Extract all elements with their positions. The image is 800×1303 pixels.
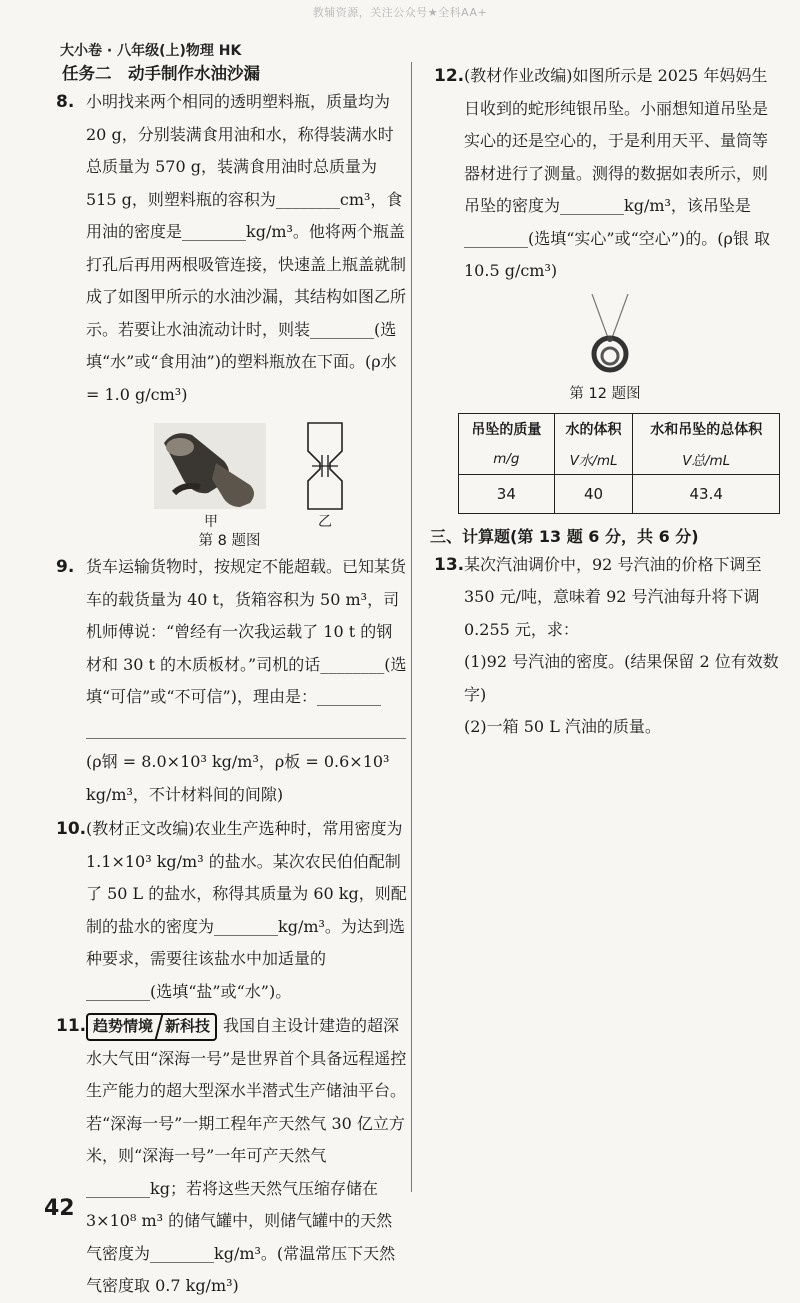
question-text: 小明找来两个相同的透明塑料瓶，质量均为 20 g，分别装满食用油和水，称得装满水时总质量为 570 g，装满食用油时总质量为 515 g，则塑料瓶的容积为________cm³，食用油的密度是________kg/m³。他将两个瓶盖打孔后再用两根吸管连接，快速盖上瓶盖就制成了如图甲所示的水油沙漏，其结构如图乙所示。若要让水油流动计时，则装________(选填“水”或“食用油”)的塑料瓶放在下面。(ρ水 = 1.0 g/cm³) xyxy=(86,92,407,404)
question-number: 11. xyxy=(56,1016,87,1036)
table-header-cell: 水的体积 xyxy=(554,413,633,444)
figure-caption: 第 8 题图 xyxy=(198,533,261,549)
question-text: 我国自主设计建造的超深水大气田“深海一号”是世界首个具备远程遥控生产能力的超大型深水半潜式生产储油平台。若“深海一号”一期工程年产天然气 30 亿立方米，则“深海一号”一年可产天然气________kg；若将这些天然气压缩存储在 3×10⁸ m³ 的储气罐中，则储气罐中的天然气密度为________kg/m³。(常温常压下天然气密度取 0.7 kg/m³) xyxy=(86,1016,407,1295)
page-header: 大小卷 · 八年级(上)物理 HK xyxy=(60,43,242,59)
question-number: 13. xyxy=(434,554,465,575)
column-divider xyxy=(411,62,412,1192)
question-text: (教材作业改编)如图所示是 2025 年妈妈生日收到的蛇形纯银吊坠。小丽想知道吊坠是实心的还是空心的，于是利用天平、量筒等器材进行了测量。测得的数据如表所示，则吊坠的密度为________kg/m³，该吊坠是________(选填“实心”或“空心”)的。(ρ银 取 10.5 g/cm³) xyxy=(464,66,770,280)
table-row xyxy=(459,474,780,513)
figure-caption: 第 12 题图 xyxy=(569,385,641,402)
task-title: 任务二 动手制作水油沙漏 xyxy=(62,64,260,83)
page-number: 42 xyxy=(44,1196,75,1221)
question-number: 8. xyxy=(56,92,75,112)
question-9 xyxy=(52,551,407,811)
question-number: 10. xyxy=(56,819,87,839)
question-13 xyxy=(430,549,780,744)
left-column xyxy=(52,58,407,1303)
question-body xyxy=(86,1010,407,1303)
figure-8 xyxy=(52,419,407,549)
figure-label-b: 乙 xyxy=(318,514,332,530)
bottle-photo-icon xyxy=(154,423,266,509)
question-part-1: (1)92 号汽油的密度。(结果保留 2 位有效数字) xyxy=(464,652,779,704)
table-header-cell: 水和吊坠的总体积 xyxy=(633,413,780,444)
tag-trend: 趋势情境 xyxy=(93,1017,154,1036)
question-text: (教材正文改编)农业生产选种时，常用密度为 1.1×10³ kg/m³ 的盐水。某次农民伯伯配制了 50 L 的盐水，称得其质量为 60 kg，则配制的盐水的密度为________kg/m³。为达到选种要求，需要往该盐水中加适量的________(选填“盐”或“水”)。 xyxy=(86,819,407,1001)
right-column xyxy=(430,58,780,744)
question-part-2: (2)一箱 50 L 汽油的质量。 xyxy=(464,717,661,736)
table-unit-cell: V水/mL xyxy=(554,444,633,475)
question-12 xyxy=(430,60,780,288)
question-text: 货车运输货物时，按规定不能超载。已知某货车的载货量为 40 t，货箱容积为 50 m³，司机师傅说：“曾经有一次我运载了 10 t 的钢材和 30 t 的木质板材。”司机的话________(选填“可信”或“不可信”)，理由是：________ xyxy=(86,557,407,706)
question-8 xyxy=(52,86,407,411)
question-10 xyxy=(52,813,407,1008)
table-cell: 40 xyxy=(554,474,633,513)
answer-line: ________________________________________ xyxy=(86,719,406,739)
hourglass-diagram-icon xyxy=(300,421,350,511)
figure-12 xyxy=(430,294,780,409)
tag-tech: 新科技 xyxy=(165,1017,211,1036)
table-unit-cell: m/g xyxy=(459,444,555,475)
question-note: (ρ钢 = 8.0×10³ kg/m³，ρ板 = 0.6×10³ kg/m³，不计材料间的间隙) xyxy=(86,752,390,804)
table-cell: 43.4 xyxy=(633,474,780,513)
topic-tag xyxy=(86,1013,217,1041)
question-number: 9. xyxy=(56,557,75,577)
table-unit-cell: V总/mL xyxy=(633,444,780,475)
measurement-table xyxy=(458,413,780,514)
table-header-cell: 吊坠的质量 xyxy=(459,413,555,444)
table-header-row xyxy=(459,413,780,444)
watermark: 教辅资源，关注公众号★全科AA+ xyxy=(312,6,488,19)
figure-label-a: 甲 xyxy=(204,514,218,530)
question-number: 12. xyxy=(434,66,465,86)
section-heading: 三、计算题(第 13 题 6 分，共 6 分) xyxy=(430,526,699,546)
table-unit-row xyxy=(459,444,780,475)
pendant-icon xyxy=(580,294,640,380)
question-text: 某次汽油调价中，92 号汽油的价格下调至 350 元/吨，意味着 92 号汽油每升将下调 0.255 元，求： xyxy=(464,554,762,639)
question-11 xyxy=(52,1010,407,1303)
table-cell: 34 xyxy=(459,474,555,513)
